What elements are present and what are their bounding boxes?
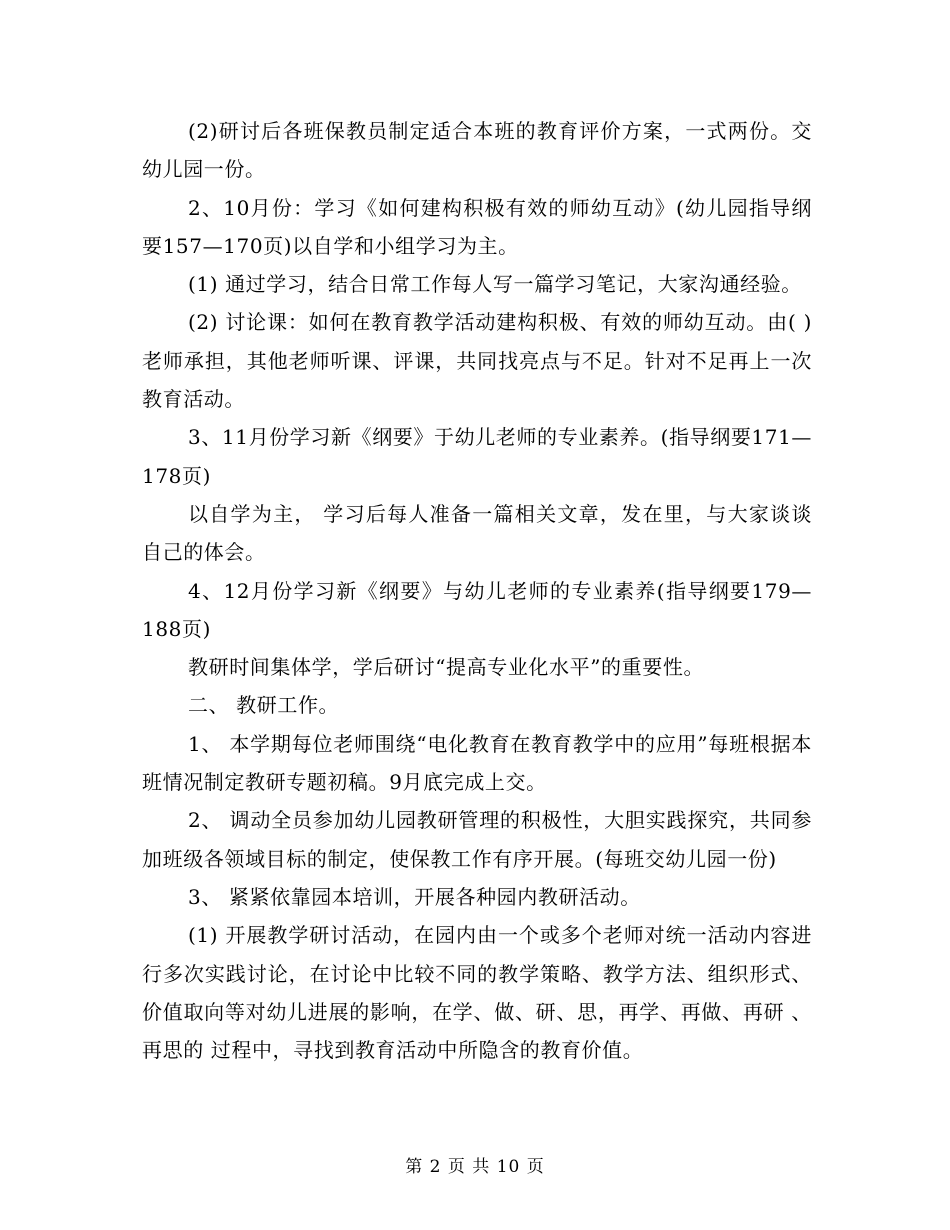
paragraph: (2) 讨论课：如何在教育教学活动建构积极、有效的师幼互动。由( )老师承担，其他老师听课、评课，共同找亮点与不足。针对不足再上一次教育活动。 [142,310,812,412]
paragraph: 2、 调动全员参加幼儿园教研管理的积极性，大胆实践探究，共同参加班级各领域目标的制定，使保教工作有序开展。(每班交幼儿园一份) [142,808,812,871]
document-body [142,112,812,1069]
paragraph: 3、 紧紧依靠园本培训，开展各种园内教研活动。 [188,884,641,909]
paragraph: (2)研讨后各班保教员制定适合本班的教育评价方案，一式两份。交幼儿园一份。 [142,119,812,182]
paragraph: (1) 通过学习，结合日常工作每人写一篇学习笔记，大家沟通经验。 [188,272,802,297]
paragraph: (1) 开展教学研讨活动，在园内由一个或多个老师对统一活动内容进行多次实践讨论，在讨论中比较不同的教学策略、教学方法、组织形式、价值取向等对幼儿进展的影响，在学、做、研、思，再学、再做、再研 、再思的 过程中，寻找到教育活动中所隐含的教育价值。 [142,923,812,1063]
section-heading: 二、 教研工作。 [188,693,340,718]
paragraph: 4、12月份学习新《纲要》与幼儿老师的专业素养(指导纲要179—188页) [142,578,812,641]
paragraph: 1、 本学期每位老师围绕“电化教育在教育教学中的应用”每班根据本班情况制定教研专题初稿。9月底完成上交。 [142,731,812,795]
paragraph: 以自学为主， 学习后每人准备一篇相关文章，发在里，与大家谈谈自己的体会。 [142,501,812,565]
paragraph: 3、11月份学习新《纲要》于幼儿老师的专业素养。(指导纲要171—178页) [142,425,812,488]
paragraph: 2、10月份：学习《如何建构积极有效的师幼互动》(幼儿园指导纲要157—170页)以自学和小组学习为主。 [142,195,812,258]
paragraph: 教研时间集体学，学后研讨“提高专业化水平”的重要性。 [188,655,705,680]
page-number-footer: 第 2 页 共 10 页 [405,1157,545,1177]
